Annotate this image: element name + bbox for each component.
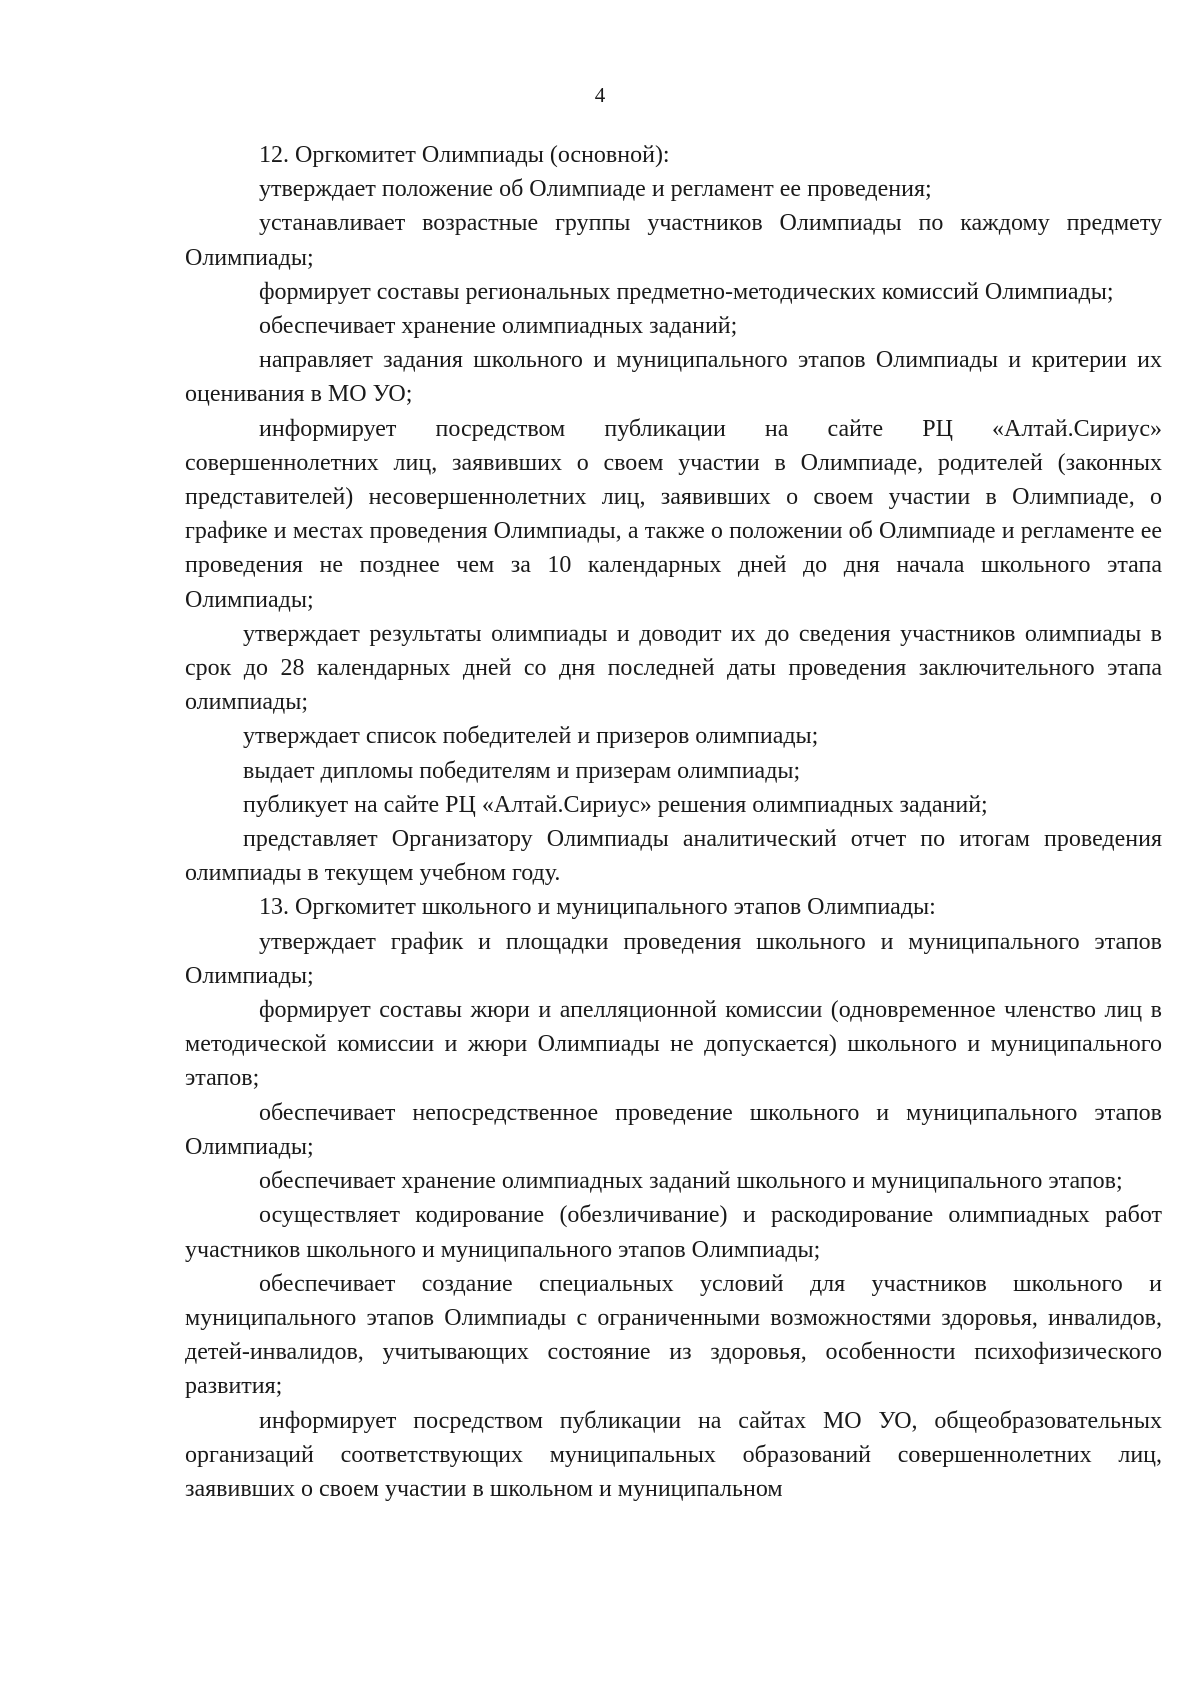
paragraph: информирует посредством публикации на сайте РЦ «Алтай.Сириус» совершеннолетних лиц, заявивших о своем участии в Олимпиаде, родителей (законных представителей) несовершеннолетних лиц, заявивших о своем участии в Олимпиаде, о графике и местах проведения Олимпиады, а также о положении об Олимпиаде и регламенте ее проведения не позднее чем за 10 календарных дней до дня начала школьного этапа Олимпиады;: [185, 415, 1162, 613]
paragraph: утверждает список победителей и призеров олимпиады;: [243, 723, 819, 750]
paragraph: обеспечивает непосредственное проведение школьного и муниципального этапов Олимпиады;: [185, 1099, 1162, 1160]
paragraph: представляет Организатору Олимпиады аналитический отчет по итогам проведения олимпиады в текущем учебном году.: [185, 826, 1162, 887]
document-body: [185, 138, 1162, 1506]
paragraph: выдает дипломы победителям и призерам олимпиады;: [243, 757, 801, 784]
section-heading-12: 12. Оргкомитет Олимпиады (основной):: [259, 142, 670, 168]
paragraph: формирует составы региональных предметно-методических комиссий Олимпиады;: [259, 278, 1114, 305]
section-heading-13: 13. Оргкомитет школьного и муниципального этапов Олимпиады:: [259, 894, 936, 921]
paragraph: информирует посредством публикации на сайтах МО УО, общеобразовательных организаций соответствующих муниципальных образований совершеннолетних лиц, заявивших о своем участии в школьном и муниципальном: [185, 1407, 1162, 1502]
paragraph: устанавливает возрастные группы участников Олимпиады по каждому предмету Олимпиады;: [185, 210, 1162, 271]
paragraph: обеспечивает хранение олимпиадных заданий;: [259, 313, 738, 340]
paragraph: утверждает график и площадки проведения школьного и муниципального этапов Олимпиады;: [185, 928, 1162, 989]
paragraph: формирует составы жюри и апелляционной комиссии (одновременное членство лиц в методической комиссии и жюри Олимпиады не допускается) школьного и муниципального этапов;: [185, 997, 1162, 1092]
paragraph: направляет задания школьного и муниципального этапов Олимпиады и критерии их оценивания в МО УО;: [185, 347, 1162, 408]
paragraph: обеспечивает создание специальных условий для участников школьного и муниципального этапов Олимпиады с ограниченными возможностями здоровья, инвалидов, детей-инвалидов, учитывающих состояние из здоровья, особенности психофизического развития;: [185, 1270, 1162, 1400]
paragraph: утверждает результаты олимпиады и доводит их до сведения участников олимпиады в срок до 28 календарных дней со дня последней даты проведения заключительного этапа олимпиады;: [185, 620, 1162, 716]
paragraph: утверждает положение об Олимпиаде и регламент ее проведения;: [259, 176, 932, 203]
paragraph: публикует на сайте РЦ «Алтай.Сириус» решения олимпиадных заданий;: [243, 791, 988, 818]
page-number: 4: [594, 83, 606, 107]
paragraph: обеспечивает хранение олимпиадных заданий школьного и муниципального этапов;: [259, 1168, 1123, 1195]
paragraph: осуществляет кодирование (обезличивание) и раскодирование олимпиадных работ участников школьного и муниципального этапов Олимпиады;: [185, 1202, 1162, 1263]
